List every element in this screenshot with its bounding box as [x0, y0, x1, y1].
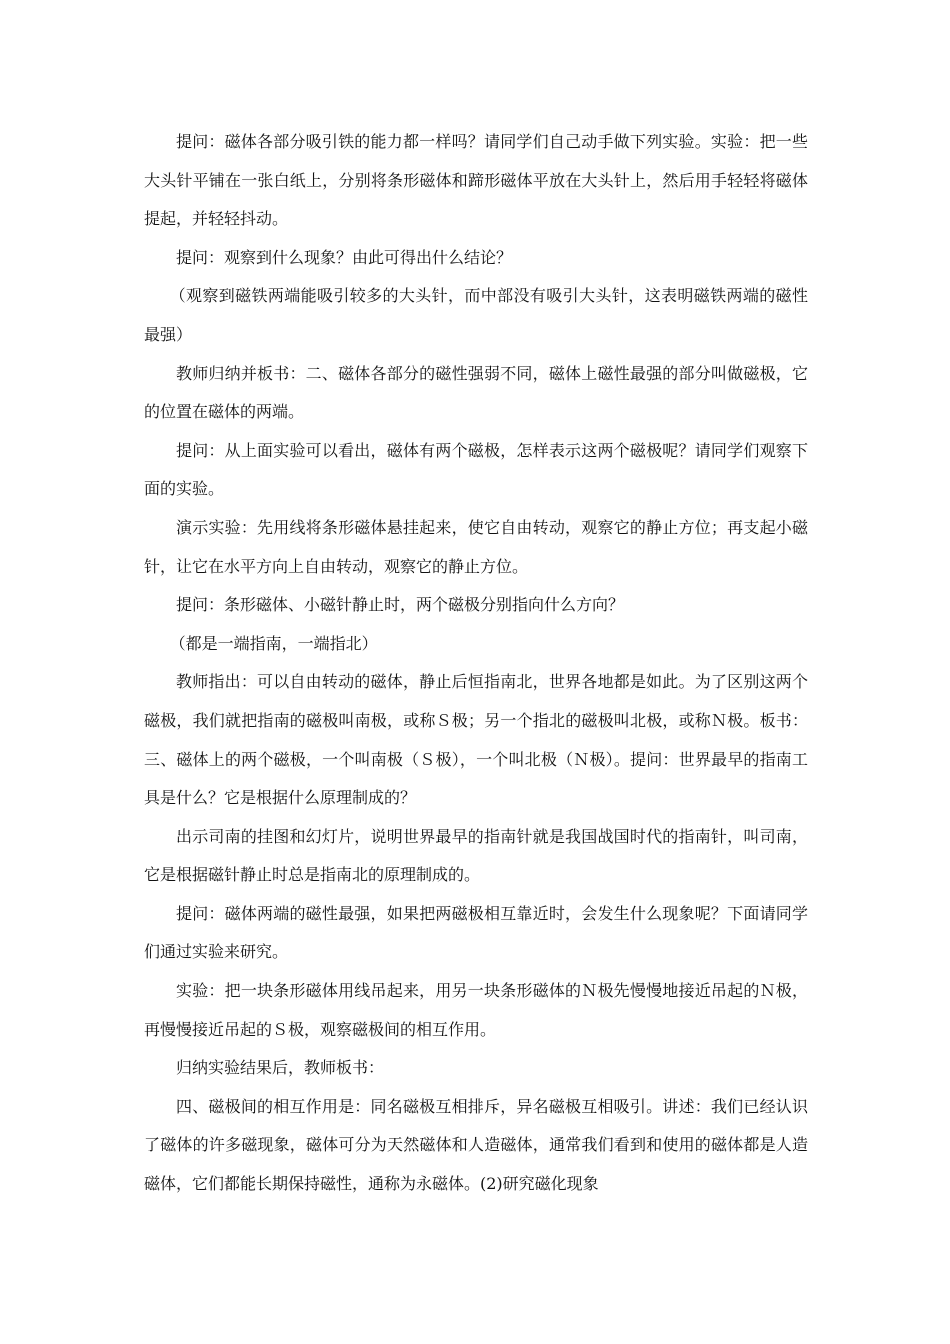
paragraph-summary-intro: 归纳实验结果后，教师板书：: [176, 1058, 385, 1078]
paragraph-demo-experiment: 演示实验：先用线将条形磁体悬挂起来，使它自由转动，观察它的静止方位；再支起小磁针，让它在水平方向上自由转动，观察它的静止方位。: [144, 517, 808, 576]
paragraph-interaction-rule: 四、磁极间的相互作用是：同名磁极互相排斥，异名磁极互相吸引。讲述：我们已经认识了磁体的许多磁现象，磁体可分为天然磁体和人造磁体，通常我们看到和使用的磁体都是人造磁体，它们都能长期保持磁性，通称为永磁体。(2)研究磁化现象: [144, 1096, 808, 1194]
paragraph-teacher-explains-poles: 教师指出：可以自由转动的磁体，静止后恒指南北，世界各地都是如此。为了区别这两个磁极，我们就把指南的磁极叫南极，或称Ｓ极；另一个指北的磁极叫北极，或称Ｎ极。板书：三、磁体上的两个磁极，一个叫南极（Ｓ极），一个叫北极（Ｎ极）。提问：世界最早的指南工具是什么？它是根据什么原理制成的？: [144, 672, 808, 808]
paragraph-question-direction: 提问：条形磁体、小磁针静止时，两个磁极分别指向什么方向？: [176, 595, 625, 615]
paragraph-question-interaction: 提问：磁体两端的磁性最强，如果把两磁极相互靠近时，会发生什么现象呢？下面请同学们通过实验来研究。: [144, 903, 808, 962]
paragraph-question-attraction: 提问：磁体各部分吸引铁的能力都一样吗？请同学们自己动手做下列实验。实验：把一些大头针平铺在一张白纸上，分别将条形磁体和蹄形磁体平放在大头针上，然后用手轻轻将磁体提起，并轻轻抖动。: [144, 132, 808, 229]
paragraph-answer-ends-strongest: （观察到磁铁两端能吸引较多的大头针，而中部没有吸引大头针，这表明磁铁两端的磁性最强）: [144, 286, 808, 344]
paragraph-question-observation: 提问：观察到什么现象？由此可得出什么结论？: [176, 247, 513, 267]
paragraph-sinan: 出示司南的挂图和幻灯片，说明世界最早的指南针就是我国战国时代的指南针，叫司南，它是根据磁针静止时总是指南北的原理制成的。: [144, 826, 808, 885]
paragraph-board-poles: 教师归纳并板书：二、磁体各部分的磁性强弱不同，磁体上磁性最强的部分叫做磁极，它的位置在磁体的两端。: [144, 363, 808, 422]
paragraph-answer-north-south: （都是一端指南，一端指北）: [169, 633, 378, 653]
paragraph-interaction-experiment: 实验：把一块条形磁体用线吊起来，用另一块条形磁体的Ｎ极先慢慢地接近吊起的Ｎ极，再慢慢接近吊起的Ｓ极，观察磁极间的相互作用。: [144, 981, 808, 1039]
document-body: [144, 123, 808, 1204]
paragraph-question-two-poles: 提问：从上面实验可以看出，磁体有两个磁极，怎样表示这两个磁极呢？请同学们观察下面的实验。: [144, 440, 808, 499]
